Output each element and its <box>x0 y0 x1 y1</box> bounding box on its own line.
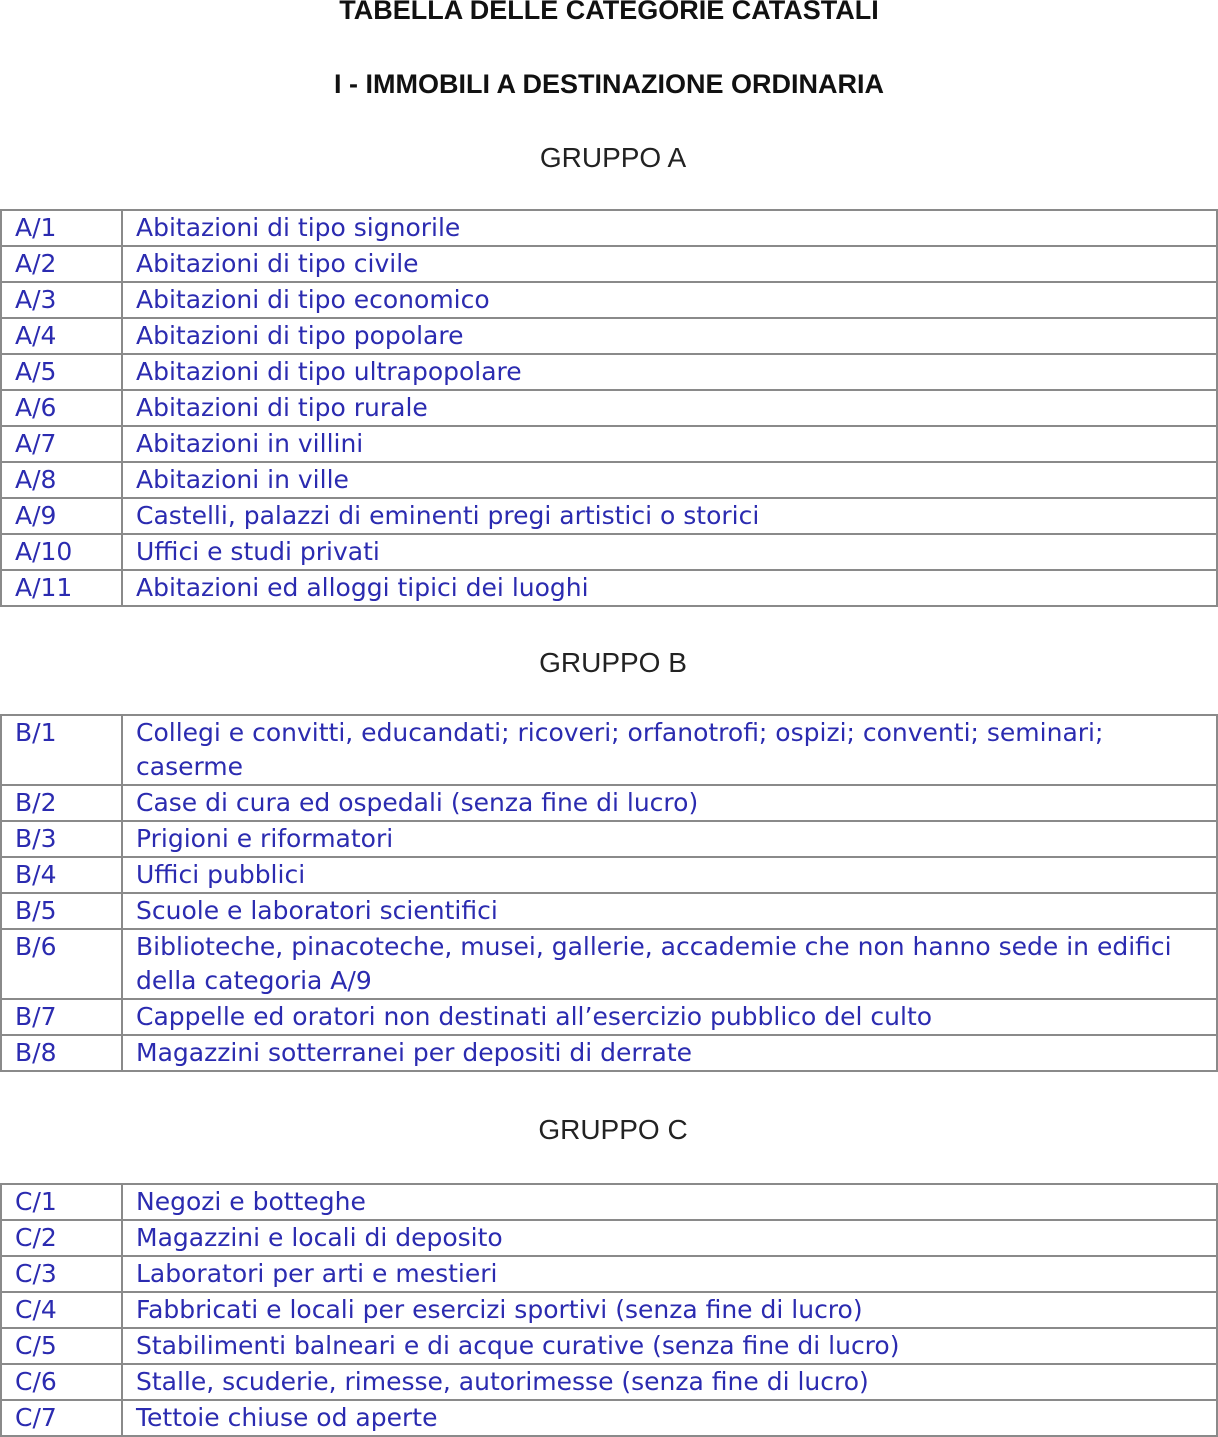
category-code: A/11 <box>1 570 122 606</box>
category-code: A/2 <box>1 246 122 282</box>
table-row <box>1 1035 1217 1071</box>
category-description: Biblioteche, pinacoteche, musei, gallerie, accademie che non hanno sede in edifici della categoria A/9 <box>122 929 1217 999</box>
table-row <box>1 785 1217 821</box>
category-code: A/3 <box>1 282 122 318</box>
table-row <box>1 246 1217 282</box>
section-title: I - IMMOBILI A DESTINAZIONE ORDINARIA <box>334 69 884 99</box>
table-row <box>1 893 1217 929</box>
table-row <box>1 1220 1217 1256</box>
category-code: B/5 <box>1 893 122 929</box>
table-row <box>1 715 1217 785</box>
group-b-title: GRUPPO B <box>539 647 687 678</box>
table-row <box>1 318 1217 354</box>
table-row <box>1 999 1217 1035</box>
category-code: C/4 <box>1 1292 122 1328</box>
category-description: Abitazioni ed alloggi tipici dei luoghi <box>122 570 1217 606</box>
category-code: A/10 <box>1 534 122 570</box>
category-description: Abitazioni di tipo signorile <box>122 210 1217 246</box>
table-row <box>1 462 1217 498</box>
category-description: Uffici e studi privati <box>122 534 1217 570</box>
table-row <box>1 929 1217 999</box>
category-code: A/1 <box>1 210 122 246</box>
category-description: Abitazioni di tipo popolare <box>122 318 1217 354</box>
category-code: C/7 <box>1 1400 122 1436</box>
group-c-title: GRUPPO C <box>538 1114 688 1145</box>
table-row <box>1 498 1217 534</box>
category-description: Tettoie chiuse od aperte <box>122 1400 1217 1436</box>
group-c-table <box>0 1183 1218 1437</box>
table-row <box>1 857 1217 893</box>
category-description: Abitazioni di tipo rurale <box>122 390 1217 426</box>
category-description: Laboratori per arti e mestieri <box>122 1256 1217 1292</box>
category-description: Magazzini e locali di deposito <box>122 1220 1217 1256</box>
category-description: Abitazioni in villini <box>122 426 1217 462</box>
table-row <box>1 1184 1217 1220</box>
table-row <box>1 1364 1217 1400</box>
table-row <box>1 570 1217 606</box>
category-description: Abitazioni in ville <box>122 462 1217 498</box>
category-description: Uffici pubblici <box>122 857 1217 893</box>
table-row <box>1 821 1217 857</box>
category-description: Abitazioni di tipo ultrapopolare <box>122 354 1217 390</box>
category-code: A/6 <box>1 390 122 426</box>
category-code: A/4 <box>1 318 122 354</box>
category-code: C/6 <box>1 1364 122 1400</box>
table-row <box>1 426 1217 462</box>
category-description: Abitazioni di tipo economico <box>122 282 1217 318</box>
table-row <box>1 534 1217 570</box>
category-code: A/7 <box>1 426 122 462</box>
table-row <box>1 390 1217 426</box>
category-code: B/7 <box>1 999 122 1035</box>
category-description: Stabilimenti balneari e di acque curative (senza fine di lucro) <box>122 1328 1217 1364</box>
category-code: A/5 <box>1 354 122 390</box>
group-a-table <box>0 209 1218 607</box>
category-code: B/4 <box>1 857 122 893</box>
table-row <box>1 1256 1217 1292</box>
category-code: C/2 <box>1 1220 122 1256</box>
category-code: B/2 <box>1 785 122 821</box>
category-description: Negozi e botteghe <box>122 1184 1217 1220</box>
category-code: B/6 <box>1 929 122 999</box>
category-description: Prigioni e riformatori <box>122 821 1217 857</box>
table-row <box>1 1400 1217 1436</box>
group-b-table <box>0 714 1218 1072</box>
category-code: B/1 <box>1 715 122 785</box>
category-code: B/8 <box>1 1035 122 1071</box>
category-description: Magazzini sotterranei per depositi di derrate <box>122 1035 1217 1071</box>
category-description: Case di cura ed ospedali (senza fine di lucro) <box>122 785 1217 821</box>
table-row <box>1 210 1217 246</box>
category-description: Abitazioni di tipo civile <box>122 246 1217 282</box>
category-description: Cappelle ed oratori non destinati all’esercizio pubblico del culto <box>122 999 1217 1035</box>
category-description: Castelli, palazzi di eminenti pregi artistici o storici <box>122 498 1217 534</box>
page-title: TABELLA DELLE CATEGORIE CATASTALI <box>339 0 879 25</box>
category-code: C/1 <box>1 1184 122 1220</box>
category-description: Scuole e laboratori scientifici <box>122 893 1217 929</box>
group-a-title: GRUPPO A <box>539 142 687 173</box>
category-code: B/3 <box>1 821 122 857</box>
category-code: A/9 <box>1 498 122 534</box>
category-description: Fabbricati e locali per esercizi sportivi (senza fine di lucro) <box>122 1292 1217 1328</box>
category-code: C/3 <box>1 1256 122 1292</box>
category-code: A/8 <box>1 462 122 498</box>
table-row <box>1 282 1217 318</box>
table-row <box>1 1292 1217 1328</box>
category-description: Collegi e convitti, educandati; ricoveri; orfanotrofi; ospizi; conventi; seminari; caserme <box>122 715 1217 785</box>
table-row <box>1 1328 1217 1364</box>
table-row <box>1 354 1217 390</box>
category-description: Stalle, scuderie, rimesse, autorimesse (senza fine di lucro) <box>122 1364 1217 1400</box>
category-code: C/5 <box>1 1328 122 1364</box>
